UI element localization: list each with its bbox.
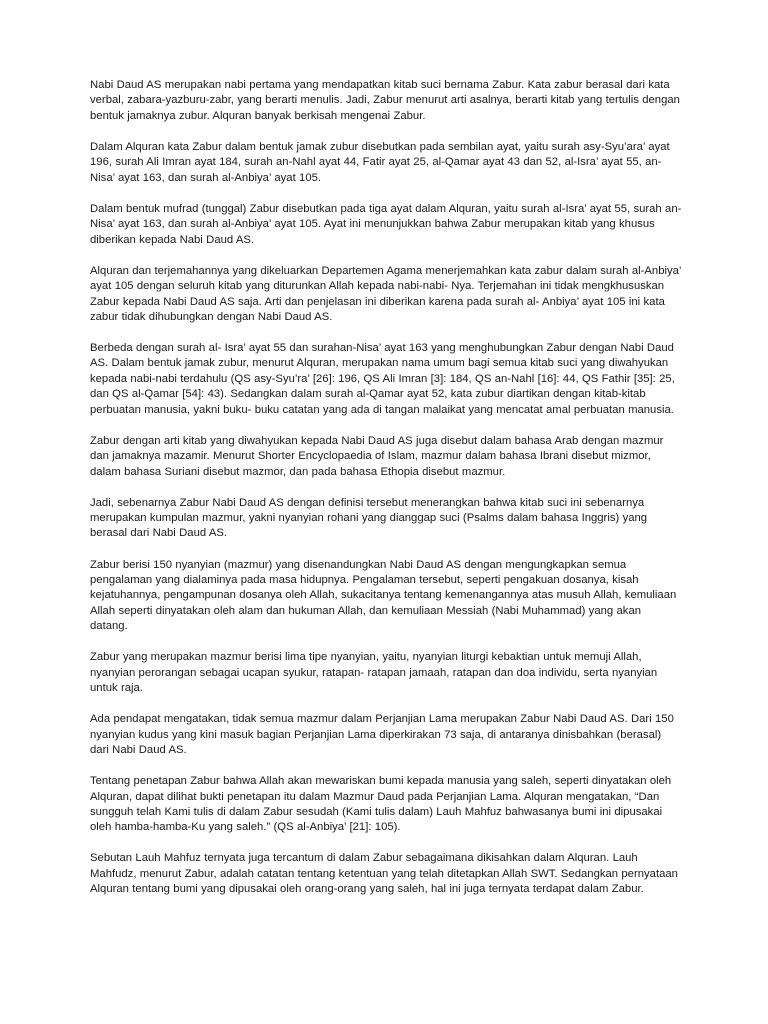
paragraph: Dalam bentuk mufrad (tunggal) Zabur disebutkan pada tiga ayat dalam Alquran, yaitu surah al-Isra’ ayat 55, surah an-Nisa’ ayat 163, dan surah al-Anbiya’ ayat 105. Ayat ini menunjukkan bahwa Zabur merupakan kitab yang khusus diberikan kepada Nabi Daud AS.: [90, 202, 682, 246]
paragraph: Berbeda dengan surah al- Isra’ ayat 55 dan surahan-Nisa’ ayat 163 yang menghubungkan Zabur dengan Nabi Daud AS. Dalam bentuk jamak zubur, menurut Alquran, merupakan nama umum bagi semua kitab suci yang diwahyukan kepada nabi-nabi terdahulu (QS asy-Syu’ra’ [26]: 196, QS Ali Imran [3]: 184, QS an-Nahl [16]: 44, QS Fathir [35]: 25, dan QS al-Qamar [54]: 43). Sedangkan dalam surah al-Qamar ayat 52, kata zubur diartikan dengan kitab-kitab perbuatan manusia, yakni buku- buku catatan yang ada di tangan malaikat yang mencatat amal perbuatan manusia.: [90, 342, 675, 416]
paragraph: Tentang penetapan Zabur bahwa Allah akan mewariskan bumi kepada manusia yang saleh, seperti dinyatakan oleh Alquran, dapat dilihat bukti penetapan itu dalam Mazmur Daud pada Perjanjian Lama. Alquran mengatakan, “Dan sungguh telah Kami tulis di dalam Zabur sesudah (Kami tulis dalam) Lauh Mahfuz bahwasanya bumi ini dipusakai oleh hamba-hamba-Ku yang saleh.” (QS al-Anbiya’ [21]: 105).: [90, 775, 672, 834]
paragraph: Sebutan Lauh Mahfuz ternyata juga tercantum di dalam Zabur sebagaimana dikisahkan dalam Alquran. Lauh Mahfudz, menurut Zabur, adalah catatan tentang ketentuan yang telah ditetapkan Allah SWT. Sedangkan pernyataan Alquran tentang bumi yang dipusakai oleh orang-orang yang saleh, hal ini juga ternyata terdapat dalam Zabur.: [90, 852, 678, 896]
paragraph: Ada pendapat mengatakan, tidak semua mazmur dalam Perjanjian Lama merupakan Zabur Nabi Daud AS. Dari 150 nyanyian kudus yang kini masuk bagian Perjanjian Lama diperkirakan 73 saja, di antaranya dinisbahkan (berasal) dari Nabi Daud AS.: [90, 713, 674, 756]
paragraph: Zabur yang merupakan mazmur berisi lima tipe nyanyian, yaitu, nyanyian liturgi kebaktian untuk memuji Allah, nyanyian perorangan sebagai ucapan syukur, ratapan- ratapan jamaah, ratapan dan doa individu, serta nyanyian untuk raja.: [90, 651, 658, 695]
paragraph: Dalam Alquran kata Zabur dalam bentuk jamak zubur disebutkan pada sembilan ayat, yaitu surah asy-Syu’ara’ ayat 196, surah Ali Imran ayat 184, surah an-Nahl ayat 44, Fatir ayat 25, al-Qamar ayat 43 dan 52, al-Isra’ ayat 55, an-Nisa’ ayat 163, dan surah al-Anbiya’ ayat 105.: [90, 140, 670, 184]
document-body: [90, 78, 682, 913]
paragraph: Zabur dengan arti kitab yang diwahyukan kepada Nabi Daud AS juga disebut dalam bahasa Arab dengan mazmur dan jamaknya mazamir. Menurut Shorter Encyclopaedia of Islam, mazmur dalam bahasa Ibrani disebut mizmor, dalam bahasa Suriani disebut mazmor, dan pada bahasa Ethopia disebut mazmur.: [90, 434, 664, 478]
paragraph: Nabi Daud AS merupakan nabi pertama yang mendapatkan kitab suci bernama Zabur. Kata zabur berasal dari kata verbal, zabara-yazburu-zabr, yang berarti menulis. Jadi, Zabur menurut arti asalnya, berarti kitab yang tertulis dengan bentuk jamaknya zubur. Alquran banyak berkisah mengenai Zabur.: [90, 79, 680, 122]
paragraph: Jadi, sebenarnya Zabur Nabi Daud AS dengan definisi tersebut menerangkan bahwa kitab suci ini sebenarnya merupakan kumpulan mazmur, yakni nyanyian rohani yang dianggap suci (Psalms dalam bahasa Inggris) yang berasal dari Nabi Daud AS.: [90, 496, 648, 540]
paragraph: Alquran dan terjemahannya yang dikeluarkan Departemen Agama menerjemahkan kata zabur dalam surah al-Anbiya’ ayat 105 dengan seluruh kitab yang diturunkan Allah kepada nabi-nabi- Nya. Terjemahan ini tidak mengkhususkan Zabur kepada Nabi Daud AS saja. Arti dan penjelasan ini diberikan karena pada surah al- Anbiya’ ayat 105 ini kata zabur tidak dihubungkan dengan Nabi Daud AS.: [90, 264, 682, 323]
paragraph: Zabur berisi 150 nyanyian (mazmur) yang disenandungkan Nabi Daud AS dengan mengungkapkan semua pengalaman yang dialaminya pada masa hidupnya. Pengalaman tersebut, seperti pengakuan dosanya, kisah kejatuhannya, pengampunan dosanya oleh Allah, sukacitanya tentang kemenangannya atas musuh Allah, kemuliaan Allah seperti dinyatakan oleh alam dan hukuman Allah, dan kemuliaan Messiah (Nabi Muhammad) yang akan datang.: [90, 558, 677, 633]
